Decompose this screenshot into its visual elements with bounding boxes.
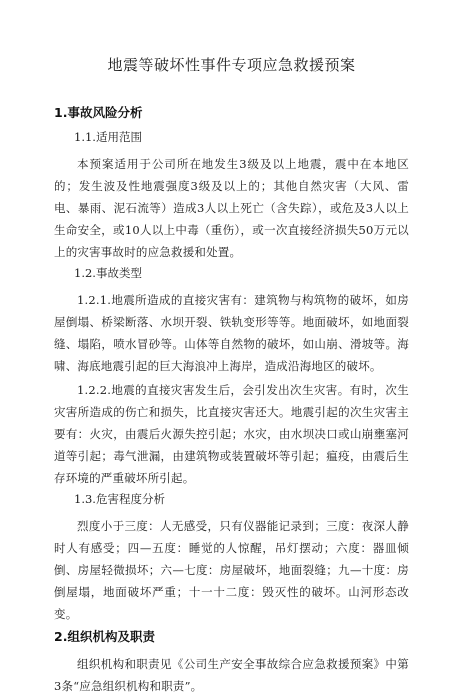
- section-2-heading: 2.组织机构及职责: [54, 629, 155, 644]
- section-2-paragraph: 组织机构和职责见《公司生产安全事故综合应急救援预案》中第3条“应急组织机构和职责”。: [54, 657, 409, 693]
- section-1-2-heading: 1.2.事故类型: [74, 266, 142, 280]
- section-1-2-1-paragraph: 1.2.1.地震所造成的直接灾害有：建筑物与构筑物的破坏，如房屋倒塌、桥梁断落、水坝开裂、铁轨变形等等。地面破坏，如地面裂缝、塌陷，喷水冒砂等。山体等自然物的破坏，如山崩、滑坡等。海啸、海底地震引起的巨大海浪冲上海岸，造成沿海地区的破坏。: [54, 293, 409, 373]
- section-1-heading: 1.事故风险分析: [54, 105, 143, 120]
- document-title: 地震等破坏性事件专项应急救援预案: [107, 56, 356, 74]
- section-1-2-2-paragraph: 1.2.2.地震的直接灾害发生后，会引发出次生灾害。有时，次生灾害所造成的伤亡和损失，比直接灾害还大。地震引起的次生灾害主要有：火灾，由震后火源失控引起；水灾，由水坝决口或山崩壅塞河道等引起；毒气泄漏，由建筑物或装置破坏等引起；瘟疫，由震后生存环境的严重破坏所引起。: [54, 383, 409, 485]
- section-1-3-paragraph: 烈度小于三度：人无感受，只有仪器能记录到；三度：夜深人静时人有感受；四—五度：睡觉的人惊醒，吊灯摆动；六度：器皿倾倒、房屋轻微损坏；六—七度：房屋破坏，地面裂缝；九—十度：房倒屋塌，地面破坏严重；十一十二度：毁灭性的破坏。山河形态改变。: [54, 519, 409, 621]
- section-1-1-heading: 1.1.适用范围: [74, 130, 142, 144]
- section-1-3-heading: 1.3.危害程度分析: [74, 492, 165, 506]
- section-1-1-paragraph: 本预案适用于公司所在地发生3级及以上地震，震中在本地区的；发生波及性地震强度3级及以上的；其他自然灾害（大风、雷电、暴雨、泥石流等）造成3人以上死亡（含失踪），或危及3人以上生命安全，或10人以上中毒（重伤），或一次直接经济损失50万元以上的灾害事故时的应急救援和处置。: [54, 157, 409, 259]
